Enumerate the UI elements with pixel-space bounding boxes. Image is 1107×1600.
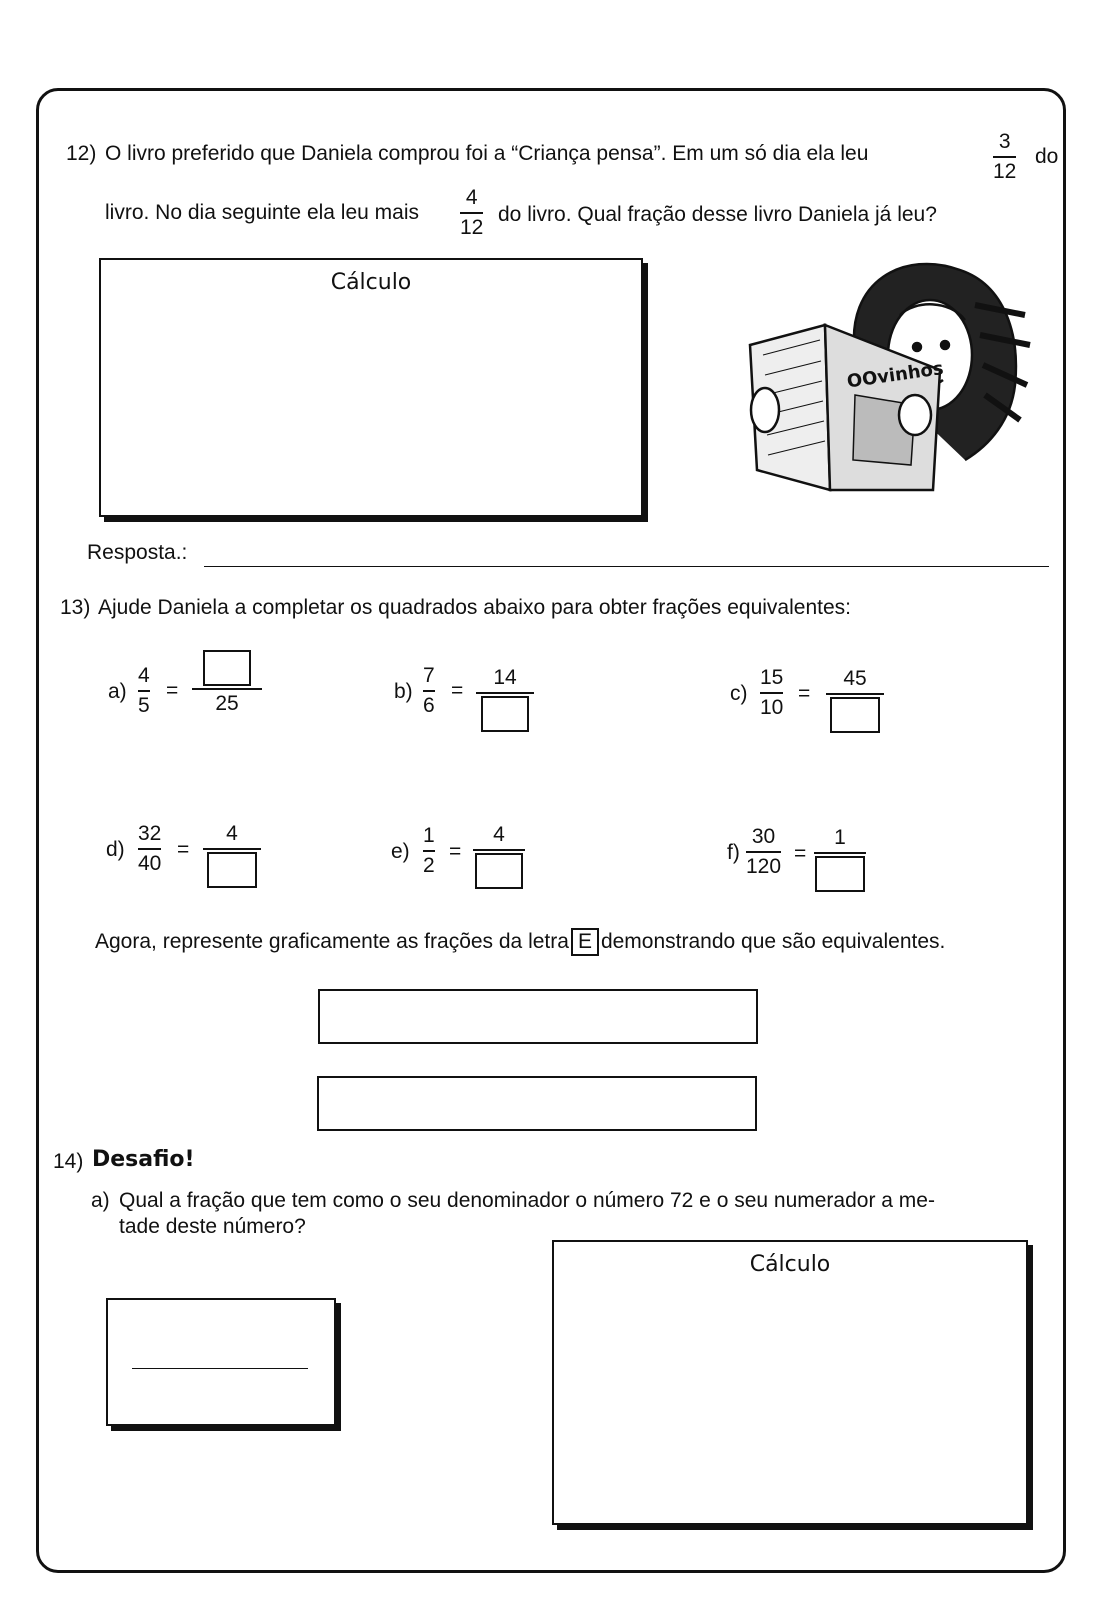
answer-box[interactable]	[830, 697, 880, 733]
q12-calculation-box[interactable]	[99, 258, 643, 517]
q12-fraction-3-12	[993, 130, 1016, 184]
item-b-right-fraction	[476, 666, 534, 732]
fraction-denominator: 10	[760, 696, 784, 720]
item-e-label: e)	[391, 840, 410, 863]
item-e-right-fraction	[473, 823, 525, 889]
fraction-answer-line[interactable]	[132, 1368, 308, 1369]
item-f-left-fraction	[746, 825, 781, 879]
fraction-numerator: 4	[465, 186, 478, 209]
fraction-numerator: 45	[843, 667, 867, 690]
q12-fraction-4-12	[460, 186, 483, 240]
fraction-denominator: 6	[423, 694, 435, 718]
book-cover-title: OOvinhos	[845, 358, 945, 393]
fraction-bar	[423, 850, 435, 852]
fraction-numerator: 3	[998, 130, 1011, 153]
fraction-numerator: 15	[760, 666, 784, 689]
fraction-numerator: 30	[751, 825, 776, 848]
fraction-numerator: 1	[423, 824, 435, 847]
q12-text-do: do	[1035, 145, 1059, 168]
fraction-denominator: 2	[423, 854, 435, 878]
item-b-label: b)	[394, 680, 413, 703]
item-c-left-fraction	[760, 666, 783, 720]
fraction-bar	[993, 156, 1016, 158]
item-a-left-fraction	[138, 664, 150, 718]
equals-sign: =	[451, 679, 464, 702]
item-d-left-fraction	[138, 822, 161, 876]
fraction-bar	[138, 690, 150, 692]
answer-box[interactable]	[475, 853, 523, 889]
instruction-part2: demonstrando que são equivalentes.	[600, 930, 946, 953]
item-d-right-fraction	[203, 822, 261, 888]
letter-e-box: E	[571, 928, 599, 956]
fraction-denominator: 120	[746, 855, 782, 879]
q14-calculation-box[interactable]	[552, 1240, 1028, 1525]
equals-sign: =	[794, 842, 807, 865]
item-f-right-fraction	[814, 826, 866, 892]
item-c-label: c)	[730, 682, 748, 705]
fraction-bar	[814, 852, 866, 854]
fraction-denominator: 40	[138, 852, 162, 876]
instruction-part1: Agora, represente graficamente as frações da letra	[95, 930, 569, 953]
answer-box[interactable]	[481, 696, 529, 732]
fraction-bar	[192, 688, 262, 690]
q14-a-text-line1: Qual a fração que tem como o seu denominador o número 72 e o seu numerador a me-	[119, 1189, 935, 1212]
q12-text-line1: O livro preferido que Daniela comprou foi a “Criança pensa”. Em um só dia ela leu	[105, 142, 869, 165]
equals-sign: =	[166, 679, 179, 702]
q14-a-label: a)	[91, 1189, 110, 1212]
q13-instruction	[95, 928, 945, 956]
fraction-numerator: 7	[423, 664, 435, 687]
q12-text-line2a: livro. No dia seguinte ela leu mais	[105, 201, 419, 224]
graphic-representation-box-2[interactable]	[317, 1076, 757, 1131]
calc-box-title: Cálculo	[749, 1252, 831, 1277]
fraction-bar	[460, 212, 483, 214]
q14-a-text-line2: tade deste número?	[119, 1215, 306, 1238]
fraction-bar	[760, 692, 783, 694]
q14-title: Desafio!	[92, 1147, 195, 1172]
fraction-bar	[203, 848, 261, 850]
q12-answer-label: Resposta.:	[87, 541, 188, 564]
fraction-denominator: 12	[993, 160, 1017, 184]
fraction-bar	[423, 690, 435, 692]
q12-number: 12)	[66, 142, 97, 165]
fraction-bar	[473, 849, 525, 851]
girl-reading-illustration	[735, 245, 1035, 505]
fraction-numerator: 1	[834, 826, 846, 849]
fraction-bar	[138, 848, 161, 850]
item-d-label: d)	[106, 838, 125, 861]
fraction-numerator: 32	[138, 822, 162, 845]
fraction-numerator: 14	[493, 666, 517, 689]
fraction-bar	[476, 692, 534, 694]
q14-fraction-answer-box[interactable]	[106, 1298, 336, 1426]
fraction-denominator: 25	[215, 692, 239, 715]
item-b-left-fraction	[423, 664, 435, 718]
equals-sign: =	[177, 838, 190, 861]
fraction-denominator: 5	[138, 694, 150, 718]
calc-box-title: Cálculo	[330, 270, 412, 295]
answer-box[interactable]	[207, 852, 257, 888]
q14-number: 14)	[53, 1150, 84, 1173]
q13-number: 13)	[60, 596, 91, 619]
fraction-numerator: 4	[226, 822, 238, 845]
q12-text-line2b: do livro. Qual fração desse livro Daniela já leu?	[498, 203, 937, 226]
q13-text: Ajude Daniela a completar os quadrados abaixo para obter frações equivalentes:	[98, 596, 851, 619]
answer-box[interactable]	[815, 856, 865, 892]
item-a-right-fraction	[192, 650, 262, 716]
fraction-numerator: 4	[138, 664, 150, 687]
q12-answer-line[interactable]	[204, 566, 1049, 567]
fraction-bar	[826, 693, 884, 695]
item-c-right-fraction	[826, 667, 884, 733]
item-a-label: a)	[108, 680, 127, 703]
item-e-left-fraction	[423, 824, 435, 878]
fraction-bar	[746, 851, 781, 853]
item-f-label: f)	[727, 841, 740, 864]
answer-box[interactable]	[203, 650, 251, 686]
equals-sign: =	[449, 840, 462, 863]
fraction-denominator: 12	[460, 216, 484, 240]
graphic-representation-box-1[interactable]	[318, 989, 758, 1044]
equals-sign: =	[798, 682, 811, 705]
fraction-numerator: 4	[493, 823, 505, 846]
